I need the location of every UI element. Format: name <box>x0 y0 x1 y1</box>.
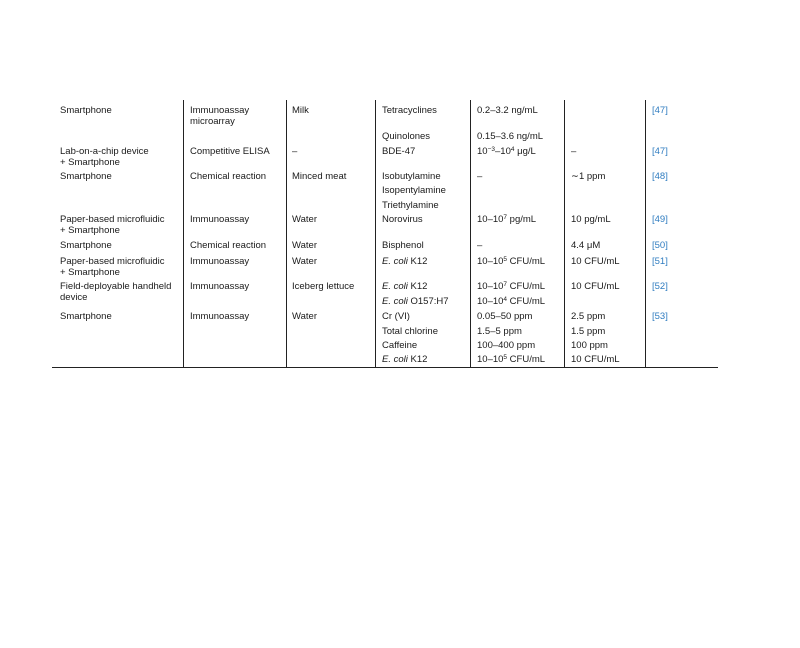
range-cell: 0.05–50 ppm <box>477 311 533 322</box>
analyte-cell: Total chlorine <box>382 326 438 337</box>
column-divider <box>286 100 287 368</box>
lod-cell: 10 CFU/mL <box>571 281 620 292</box>
device-cell: Smartphone <box>60 240 112 251</box>
range-cell: $10-10^7$ pg/mL <box>477 214 537 225</box>
reference-link[interactable]: [49] <box>652 214 668 225</box>
method-cell: Immunoassay <box>190 281 250 292</box>
analyte-cell: Norovirus <box>382 214 423 225</box>
analyte-cell: Quinolones <box>382 131 431 142</box>
matrix-cell: Milk <box>292 105 309 116</box>
analyte-cell: E. coli K12 <box>382 354 428 365</box>
method-cell: Chemical reaction <box>190 240 267 251</box>
range-cell: $10-10^5$ CFU/mL <box>477 256 546 267</box>
lod-cell: 10 CFU/mL <box>571 256 620 267</box>
analyte-cell: E. coli K12 <box>382 256 428 267</box>
lod-cell: 100 ppm <box>571 340 608 351</box>
reference-link[interactable]: [53] <box>652 311 668 322</box>
matrix-cell: Water <box>292 256 317 267</box>
reference-link[interactable]: [51] <box>652 256 668 267</box>
matrix-cell: Minced meat <box>292 171 347 182</box>
range-cell: 0.2–3.2 ng/mL <box>477 105 538 116</box>
device-cell: Smartphone <box>60 105 112 116</box>
reference-link[interactable]: [50] <box>652 240 668 251</box>
range-cell: – <box>477 240 483 251</box>
analyte-cell: Cr (VI) <box>382 311 410 322</box>
range-cell: $10^{-3}-10^4$ μg/L <box>477 146 536 157</box>
matrix-cell: Water <box>292 240 317 251</box>
device-cell: Paper-based microfluidic + Smartphone <box>60 214 165 236</box>
analyte-cell: E. coli K12 <box>382 281 428 292</box>
analyte-cell: Triethylamine <box>382 200 439 211</box>
range-cell: $10-10^7$ CFU/mL <box>477 281 546 292</box>
lod-cell: 2.5 ppm <box>571 311 606 322</box>
analyte-cell: Bisphenol <box>382 240 424 251</box>
method-cell: Immunoassay <box>190 256 250 267</box>
lod-cell: – <box>571 146 577 157</box>
reference-link[interactable]: [48] <box>652 171 668 182</box>
analyte-cell: E. coli O157:H7 <box>382 296 449 307</box>
lod-cell: 4.4 μM <box>571 240 601 251</box>
range-cell: $10-10^4$ CFU/mL <box>477 296 546 307</box>
reference-link[interactable]: [52] <box>652 281 668 292</box>
device-cell: Field-deployable handheld device <box>60 281 172 303</box>
device-cell: Smartphone <box>60 311 112 322</box>
matrix-cell: Water <box>292 214 317 225</box>
detection-table <box>52 100 718 368</box>
analyte-cell: Isobutylamine <box>382 171 441 182</box>
range-cell: – <box>477 171 483 182</box>
table-bottom-rule <box>52 367 718 368</box>
column-divider <box>564 100 565 368</box>
range-cell: $10-10^5$ CFU/mL <box>477 354 546 365</box>
column-divider <box>470 100 471 368</box>
lod-cell: 10 CFU/mL <box>571 354 620 365</box>
column-divider <box>375 100 376 368</box>
range-cell: 0.15–3.6 ng/mL <box>477 131 544 142</box>
column-divider <box>645 100 646 368</box>
analyte-cell: BDE-47 <box>382 146 416 157</box>
method-cell: Immunoassay <box>190 214 250 225</box>
device-cell: Paper-based microfluidic + Smartphone <box>60 256 165 278</box>
analyte-cell: Tetracyclines <box>382 105 437 116</box>
analyte-cell: Isopentylamine <box>382 185 446 196</box>
device-cell: Smartphone <box>60 171 112 182</box>
range-cell: 100–400 ppm <box>477 340 536 351</box>
matrix-cell: – <box>292 146 298 157</box>
lod-cell: ∼1 ppm <box>571 171 606 182</box>
column-divider <box>183 100 184 368</box>
reference-link[interactable]: [47] <box>652 105 668 116</box>
device-cell: Lab-on-a-chip device + Smartphone <box>60 146 149 168</box>
range-cell: 1.5–5 ppm <box>477 326 522 337</box>
lod-cell: 1.5 ppm <box>571 326 606 337</box>
reference-link[interactable]: [47] <box>652 146 668 157</box>
matrix-cell: Iceberg lettuce <box>292 281 355 292</box>
matrix-cell: Water <box>292 311 317 322</box>
lod-cell: 10 pg/mL <box>571 214 611 225</box>
method-cell: Immunoassay <box>190 311 250 322</box>
method-cell: Immunoassay microarray <box>190 105 250 127</box>
method-cell: Chemical reaction <box>190 171 267 182</box>
analyte-cell: Caffeine <box>382 340 418 351</box>
method-cell: Competitive ELISA <box>190 146 270 157</box>
